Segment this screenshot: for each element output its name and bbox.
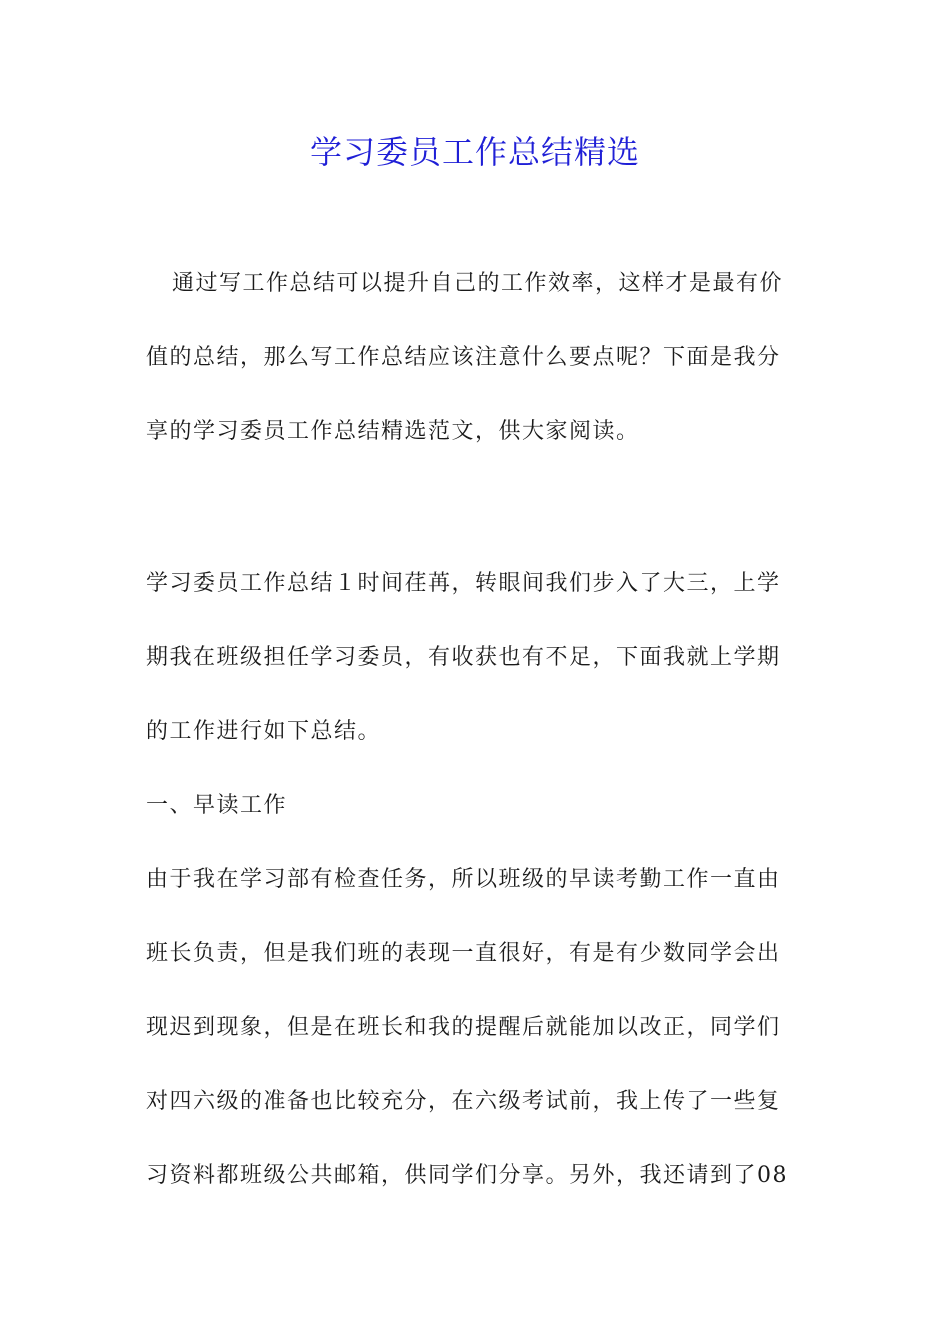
section-heading-text: 一、早读工作	[146, 793, 288, 818]
body-paragraph-1	[146, 547, 808, 769]
body-line: 对四六级的准备也比较充分，在六级考试前，我上传了一些复	[146, 1089, 781, 1114]
body-paragraph-2	[146, 843, 808, 1213]
section-heading	[146, 769, 808, 843]
body-line: 由于我在学习部有检查任务，所以班级的早读考勤工作一直由	[146, 867, 781, 892]
body-line: 的工作进行如下总结。	[146, 719, 382, 744]
intro-paragraph	[146, 247, 808, 469]
intro-line: 享的学习委员工作总结精选范文，供大家阅读。	[146, 419, 640, 444]
body-line: 现迟到现象，但是在班长和我的提醒后就能加以改正，同学们	[146, 1015, 781, 1040]
intro-line: 通过写工作总结可以提升自己的工作效率，这样才是最有价	[172, 271, 784, 296]
body-line: 学习委员工作总结１时间荏苒，转眼间我们步入了大三，上学	[146, 571, 781, 596]
document-title: 学习委员工作总结精选	[309, 133, 640, 171]
body-line: 期我在班级担任学习委员，有收获也有不足，下面我就上学期	[146, 645, 781, 670]
body-line: 习资料都班级公共邮箱，供同学们分享。另外，我还请到了08	[146, 1163, 788, 1188]
intro-line: 值的总结，那么写工作总结应该注意什么要点呢？下面是我分	[146, 345, 781, 370]
body-line: 班长负责，但是我们班的表现一直很好，有是有少数同学会出	[146, 941, 781, 966]
